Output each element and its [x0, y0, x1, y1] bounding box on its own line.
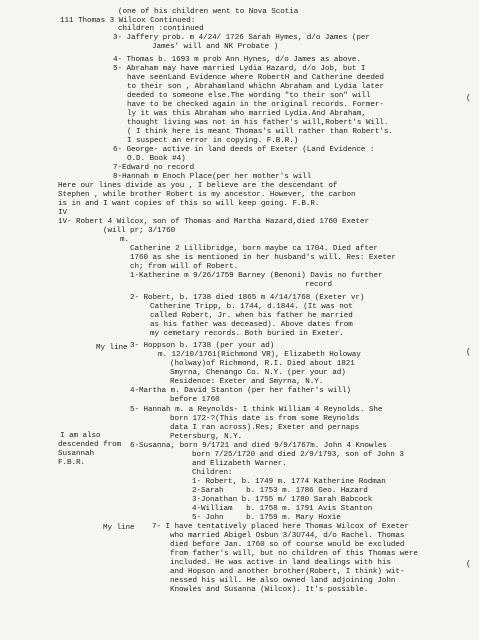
text-line: 5- Abraham may have married Lydia Hazard, d/o Job, but I: [113, 65, 366, 73]
text-line: died before Jan. 1760 so of course would be excluded: [170, 541, 405, 549]
text-line: IV: [58, 209, 68, 217]
margin-note: F.B.R.: [58, 459, 86, 467]
text-line: 1- Robert, b. 1749 m. 1774 Katherine Rodman: [192, 478, 386, 486]
text-line: Residence: Exeter and Smyrna, N.Y.: [170, 378, 324, 386]
text-line: have seenLand Evidence where RobertH and Catherine deeded: [127, 74, 384, 82]
edge-mark: (: [466, 348, 471, 357]
text-line: 2-Sarah b. 1753 m. 1786 Geo. Hazard: [192, 487, 368, 495]
text-line: deeded to someone else.The wording "to their son" will: [127, 92, 371, 100]
text-line: included. He was active in land dealings with his: [170, 559, 391, 567]
text-line: from father's will, but no children of this Thomas were: [170, 550, 418, 558]
text-line: and Hopson and another brother(Robert, I think) wit-: [170, 568, 405, 576]
text-line: 6-Susanna, born 9/1721 and died 9/9/1767m. John 4 Knowles: [130, 442, 387, 450]
margin-note: My line: [96, 344, 128, 352]
text-line: Stephen , while brother Robert is my ancestor. However, the carbon: [58, 191, 356, 199]
text-line: (will pr; 3/1760: [103, 227, 176, 235]
text-line: Catherine 2 Lillibridge, born maybe ca 1704. Died after: [130, 245, 378, 253]
text-line: 3-Jonathan b. 1755 m/ 1780 Sarah Babcock: [192, 496, 373, 504]
edge-mark: (: [466, 94, 471, 103]
margin-note: descended from: [58, 441, 122, 449]
text-line: 7-Edward no record: [113, 164, 195, 172]
text-line: my cemetary records. Both buried in Exeter.: [150, 330, 344, 338]
text-line: Catherine Tripp, b. 1744, d.1844. (It was not: [150, 303, 353, 311]
text-line: 6- George- active in land deeds of Exeter (Land Evidence :: [113, 146, 375, 154]
text-line: (one of his children went to Nova Scotia: [118, 8, 299, 16]
text-line: data I ran across).Res; Exeter and pernaps: [170, 424, 360, 432]
text-line: ch; from will of Robert.: [130, 263, 239, 271]
text-line: ly it was this Abraham who married Lydia.And Abraham,: [127, 110, 366, 118]
text-line: 4-William b. 1758 m. 1791 Avis Stanton: [192, 505, 373, 513]
text-line: as his father was deceased). Above dates from: [150, 321, 353, 329]
text-line: 111 Thomas 3 Wilcox Continued:: [60, 17, 196, 25]
text-line: born 7/25/1720 and died 2/9/1793, son of John 3: [192, 451, 404, 459]
text-line: thought living was not in his father's will,Robert's Will.: [127, 119, 389, 127]
text-line: 8-Hannah m Enoch Place(per her mother's will: [113, 173, 312, 181]
text-line: James' will and NK Probate ): [152, 43, 279, 51]
text-line: I suspect an error in copying. F.B.R.): [127, 137, 299, 145]
text-line: 4- Thomas b. 1693 m prob Ann Hynes, d/o James as above.: [113, 56, 361, 64]
text-line: born 172-?(This date is from some Reynolds: [170, 415, 360, 423]
text-line: 5- John b. 1759 m. Mary Hoxie: [192, 514, 341, 522]
text-line: 5- Hannah m. a Reynolds- I think William 4 Reynolds. She: [130, 406, 383, 414]
text-line: 3- Hoppson b. 1738 (per your ad): [130, 342, 275, 350]
text-line: 3- Jaffery prob. m 4/24/ 1726 Sarah Hymes, d/o James (per: [113, 34, 370, 42]
margin-note: My line: [103, 524, 135, 532]
text-line: 1V- Robert 4 Wilcox, son of Thomas and Martha Hazard,died 1760 Exeter: [58, 218, 369, 226]
text-line: record: [305, 281, 333, 289]
text-line: children :continued: [118, 25, 204, 33]
text-line: nessed his will. He also owned land adjoining John: [170, 577, 396, 585]
text-line: 4-Martha m. David Stanton (per her father's will): [130, 387, 351, 395]
text-line: who married Abigel Osbun 3/3U744, d/o Rachel. Thomas: [170, 532, 405, 540]
text-line: Knowles and Susanna (Wilcox). It's possible.: [170, 586, 369, 594]
text-line: m. 12/10/1761(Richmond VR), Elizabeth Holoway: [158, 351, 361, 359]
edge-mark: (: [466, 560, 471, 569]
text-line: 1-Katherine m 9/26/1759 Barney (Benoni) Davis no further: [130, 272, 383, 280]
text-line: Here our lines divide as you , I believe are the descendant of: [58, 182, 338, 190]
text-line: and Elizabeth Warner.: [192, 460, 287, 468]
text-line: to their son , Abrahamland whichn Abraham and Lydia later: [127, 83, 384, 91]
text-line: m.: [120, 236, 130, 244]
text-line: 2- Robert, b. 1738 died 1865 m 4/14/1768 (Exeter vr): [130, 294, 365, 302]
text-line: is in and I want copies of this so will keep going. F.B.R.: [58, 200, 320, 208]
text-line: Children:: [192, 469, 233, 477]
margin-note: Susannah: [58, 450, 95, 458]
text-line: called Robert, Jr. when his father he married: [150, 312, 353, 320]
text-line: have to be checked again in the original records. Former-: [127, 101, 384, 109]
text-line: O.D. Book #4): [127, 155, 186, 163]
text-line: ( I think here is meant Thomas's will rather than Robert's.: [127, 128, 393, 136]
margin-note: I am also: [60, 432, 101, 440]
text-line: Smyrna, Chenango Co. N.Y. (per your ad): [170, 369, 346, 377]
text-line: 1760 as she is mentioned in her husband's will. Res: Exeter: [130, 254, 396, 262]
text-line: 7- I have tentatively placed here Thomas Wilcox of Exeter: [152, 523, 409, 531]
text-line: (holway)of Richmond, R.I. Died about 1821: [170, 360, 355, 368]
text-line: Petersburg, N.Y.: [170, 433, 243, 441]
text-line: before 1760: [170, 396, 220, 404]
